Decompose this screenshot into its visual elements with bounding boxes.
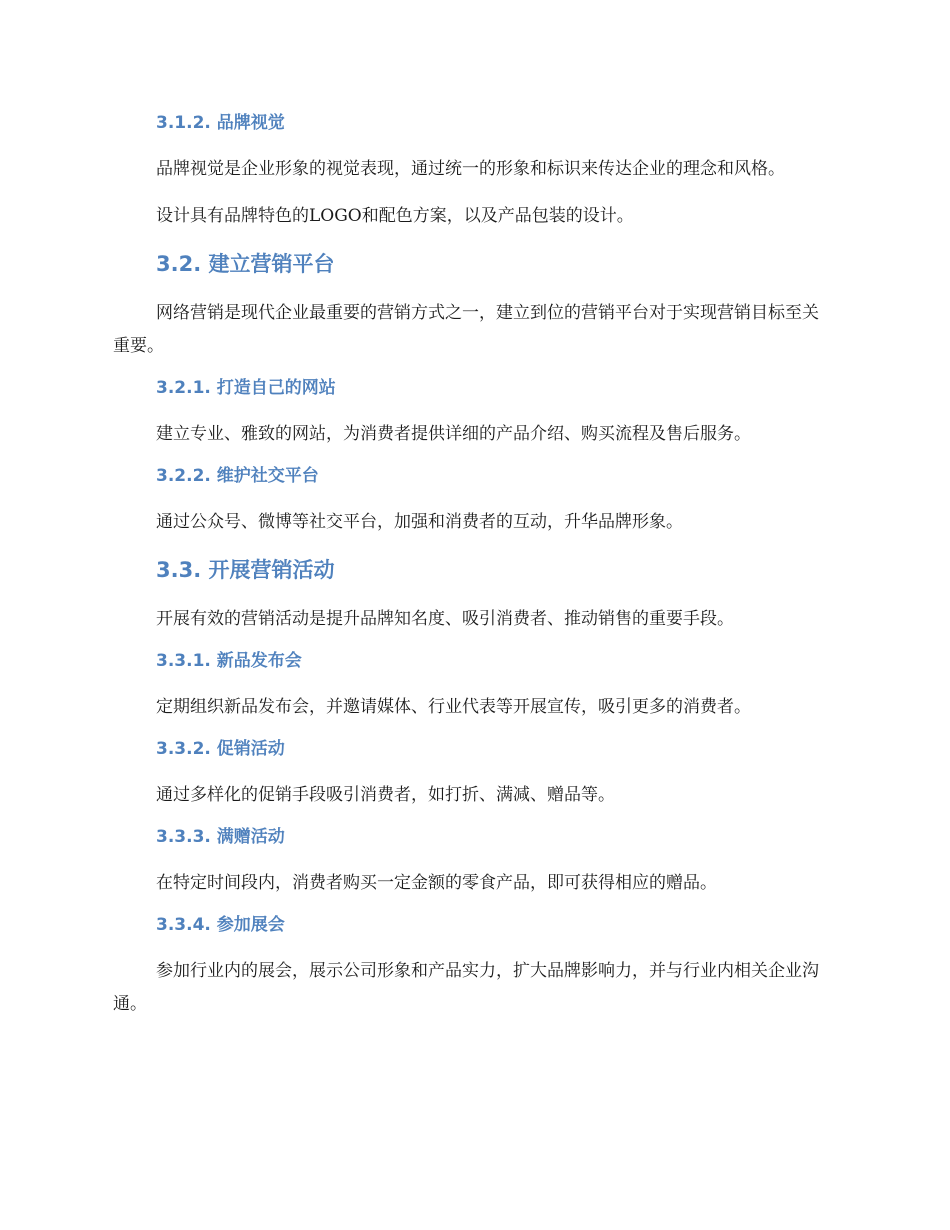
paragraph-gift-event: 在特定时间段内，消费者购买一定金额的零食产品，即可获得相应的赠品。	[156, 873, 717, 893]
heading-3-2: 3.2. 建立营销平台	[156, 252, 335, 276]
heading-3-3-4: 3.3.4. 参加展会	[156, 915, 285, 935]
paragraph-promotion: 通过多样化的促销手段吸引消费者，如打折、满减、赠品等。	[156, 785, 615, 805]
heading-3-2-2: 3.2.2. 维护社交平台	[156, 466, 319, 486]
paragraph-marketing-platform: 网络营销是现代企业最重要的营销方式之一，建立到位的营销平台对于实现营销目标至关重要。	[113, 303, 819, 356]
paragraph-exhibition: 参加行业内的展会，展示公司形象和产品实力，扩大品牌影响力，并与行业内相关企业沟通。	[113, 961, 819, 1014]
paragraph-product-launch: 定期组织新品发布会，并邀请媒体、行业代表等开展宣传，吸引更多的消费者。	[156, 697, 751, 717]
paragraph-logo-design: 设计具有品牌特色的LOGO和配色方案，以及产品包装的设计。	[156, 206, 634, 226]
heading-3-2-1: 3.2.1. 打造自己的网站	[156, 378, 336, 398]
paragraph-brand-visual: 品牌视觉是企业形象的视觉表现，通过统一的形象和标识来传达企业的理念和风格。	[156, 159, 785, 179]
heading-3-3-3: 3.3.3. 满赠活动	[156, 827, 285, 847]
heading-3-3-2: 3.3.2. 促销活动	[156, 739, 285, 759]
paragraph-marketing-activities: 开展有效的营销活动是提升品牌知名度、吸引消费者、推动销售的重要手段。	[156, 609, 734, 629]
document-content	[113, 108, 833, 1021]
paragraph-social-platform: 通过公众号、微博等社交平台，加强和消费者的互动，升华品牌形象。	[156, 512, 683, 532]
heading-3-1-2: 3.1.2. 品牌视觉	[156, 113, 285, 133]
heading-3-3: 3.3. 开展营销活动	[156, 558, 335, 582]
paragraph-website: 建立专业、雅致的网站，为消费者提供详细的产品介绍、购买流程及售后服务。	[156, 424, 751, 444]
heading-3-3-1: 3.3.1. 新品发布会	[156, 651, 302, 671]
